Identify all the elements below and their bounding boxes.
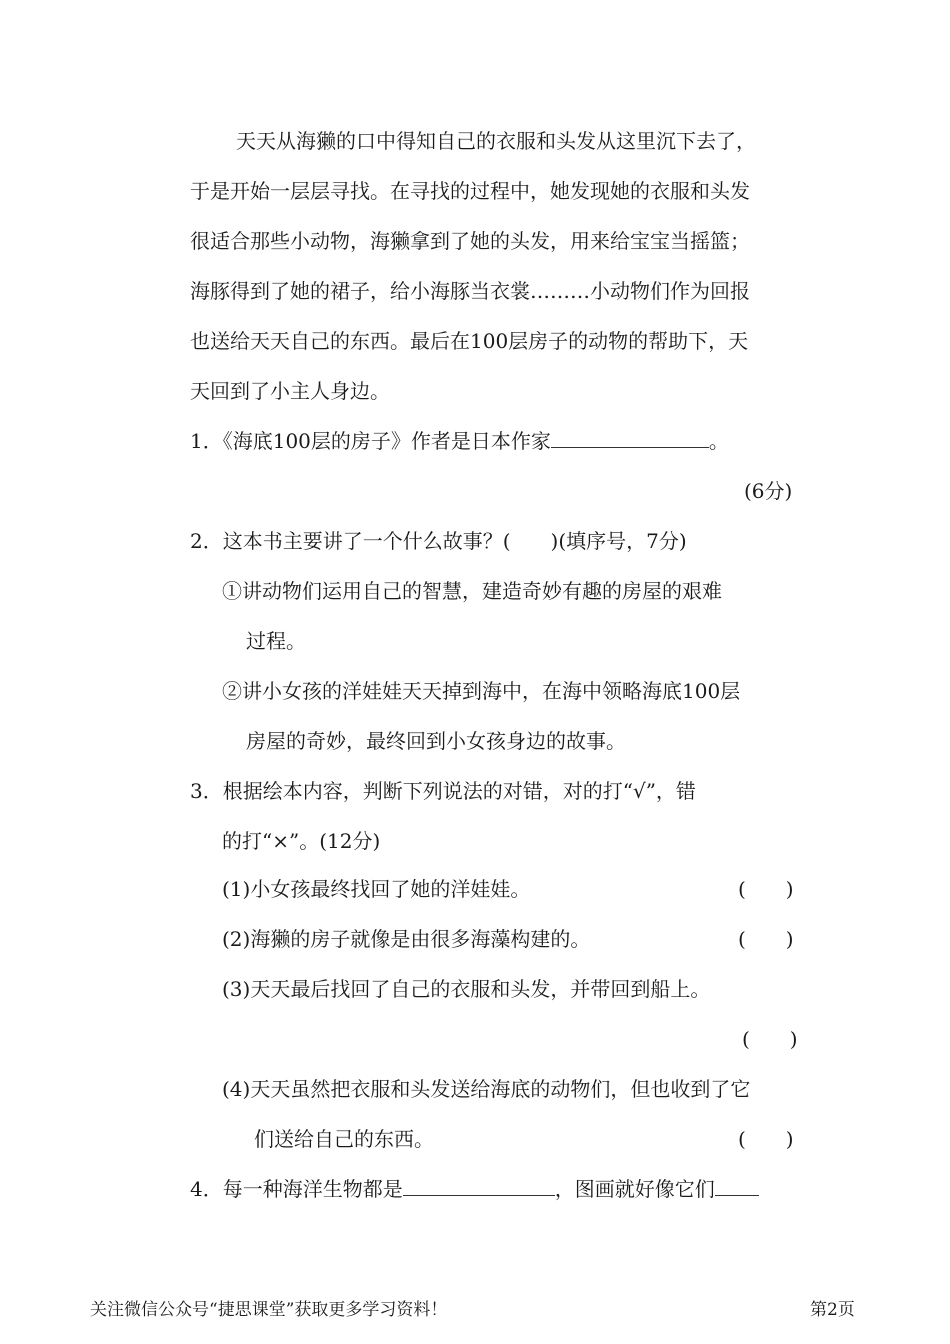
- question-3-item-2-answer[interactable]: ( ): [738, 927, 794, 951]
- story-line-3: 很适合那些小动物，海獭拿到了她的头发，用来给宝宝当摇篮；: [190, 229, 750, 253]
- question-1: [190, 428, 729, 454]
- question-1-end: 。: [708, 429, 729, 453]
- question-4: [190, 1176, 759, 1202]
- question-1-text: 1．《海底100层的房子》作者是日本作家: [190, 429, 551, 453]
- question-1-score: (6分): [744, 479, 793, 503]
- question-3-item-4-cont: 们送给自己的东西。: [254, 1127, 434, 1151]
- question-4-text: 4．每一种海洋生物都是: [190, 1177, 403, 1201]
- question-3-item-4: (4)天天虽然把衣服和头发送给海底的动物们，但也收到了它: [222, 1077, 751, 1101]
- question-2-option-2: ②讲小女孩的洋娃娃天天掉到海中，在海中领略海底100层: [222, 679, 741, 703]
- footer-promo: 关注微信公众号“捷思课堂”获取更多学习资料！: [90, 1300, 448, 1320]
- question-2-option-1-cont: 过程。: [246, 629, 306, 653]
- question-3-item-3-answer[interactable]: ( ): [742, 1027, 798, 1051]
- question-3-item-1: (1)小女孩最终找回了她的洋娃娃。: [222, 877, 531, 901]
- story-line-1: 天天从海獭的口中得知自己的衣服和头发从这里沉下去了，: [236, 129, 756, 153]
- question-4-mid: ，图画就好像它们: [554, 1177, 715, 1201]
- question-3-item-4-answer[interactable]: ( ): [738, 1127, 794, 1151]
- question-1-blank[interactable]: [551, 429, 709, 448]
- story-line-5: 也送给天天自己的东西。最后在100层房子的动物的帮助下，天: [190, 329, 749, 353]
- page-number: 第2页: [810, 1300, 855, 1320]
- story-line-6: 天回到了小主人身边。: [190, 379, 390, 403]
- question-3-cont: 的打“×”。(12分): [222, 829, 381, 853]
- question-4-blank-2[interactable]: [715, 1177, 759, 1196]
- question-3-item-2: (2)海獭的房子就像是由很多海藻构建的。: [222, 927, 591, 951]
- story-line-4: 海豚得到了她的裙子，给小海豚当衣裳………小动物们作为回报: [190, 279, 750, 303]
- question-3: 3．根据绘本内容，判断下列说法的对错，对的打“√”，错: [190, 779, 696, 803]
- question-3-item-3: (3)天天最后找回了自己的衣服和头发，并带回到船上。: [222, 977, 711, 1001]
- question-2-option-2-cont: 房屋的奇妙，最终回到小女孩身边的故事。: [246, 729, 626, 753]
- story-line-2: 于是开始一层层寻找。在寻找的过程中，她发现她的衣服和头发: [190, 179, 750, 203]
- question-4-blank-1[interactable]: [403, 1177, 555, 1196]
- question-2: 2．这本书主要讲了一个什么故事？( )(填序号，7分): [190, 529, 687, 553]
- question-3-item-1-answer[interactable]: ( ): [738, 877, 794, 901]
- question-2-option-1: ①讲动物们运用自己的智慧，建造奇妙有趣的房屋的艰难: [222, 579, 722, 603]
